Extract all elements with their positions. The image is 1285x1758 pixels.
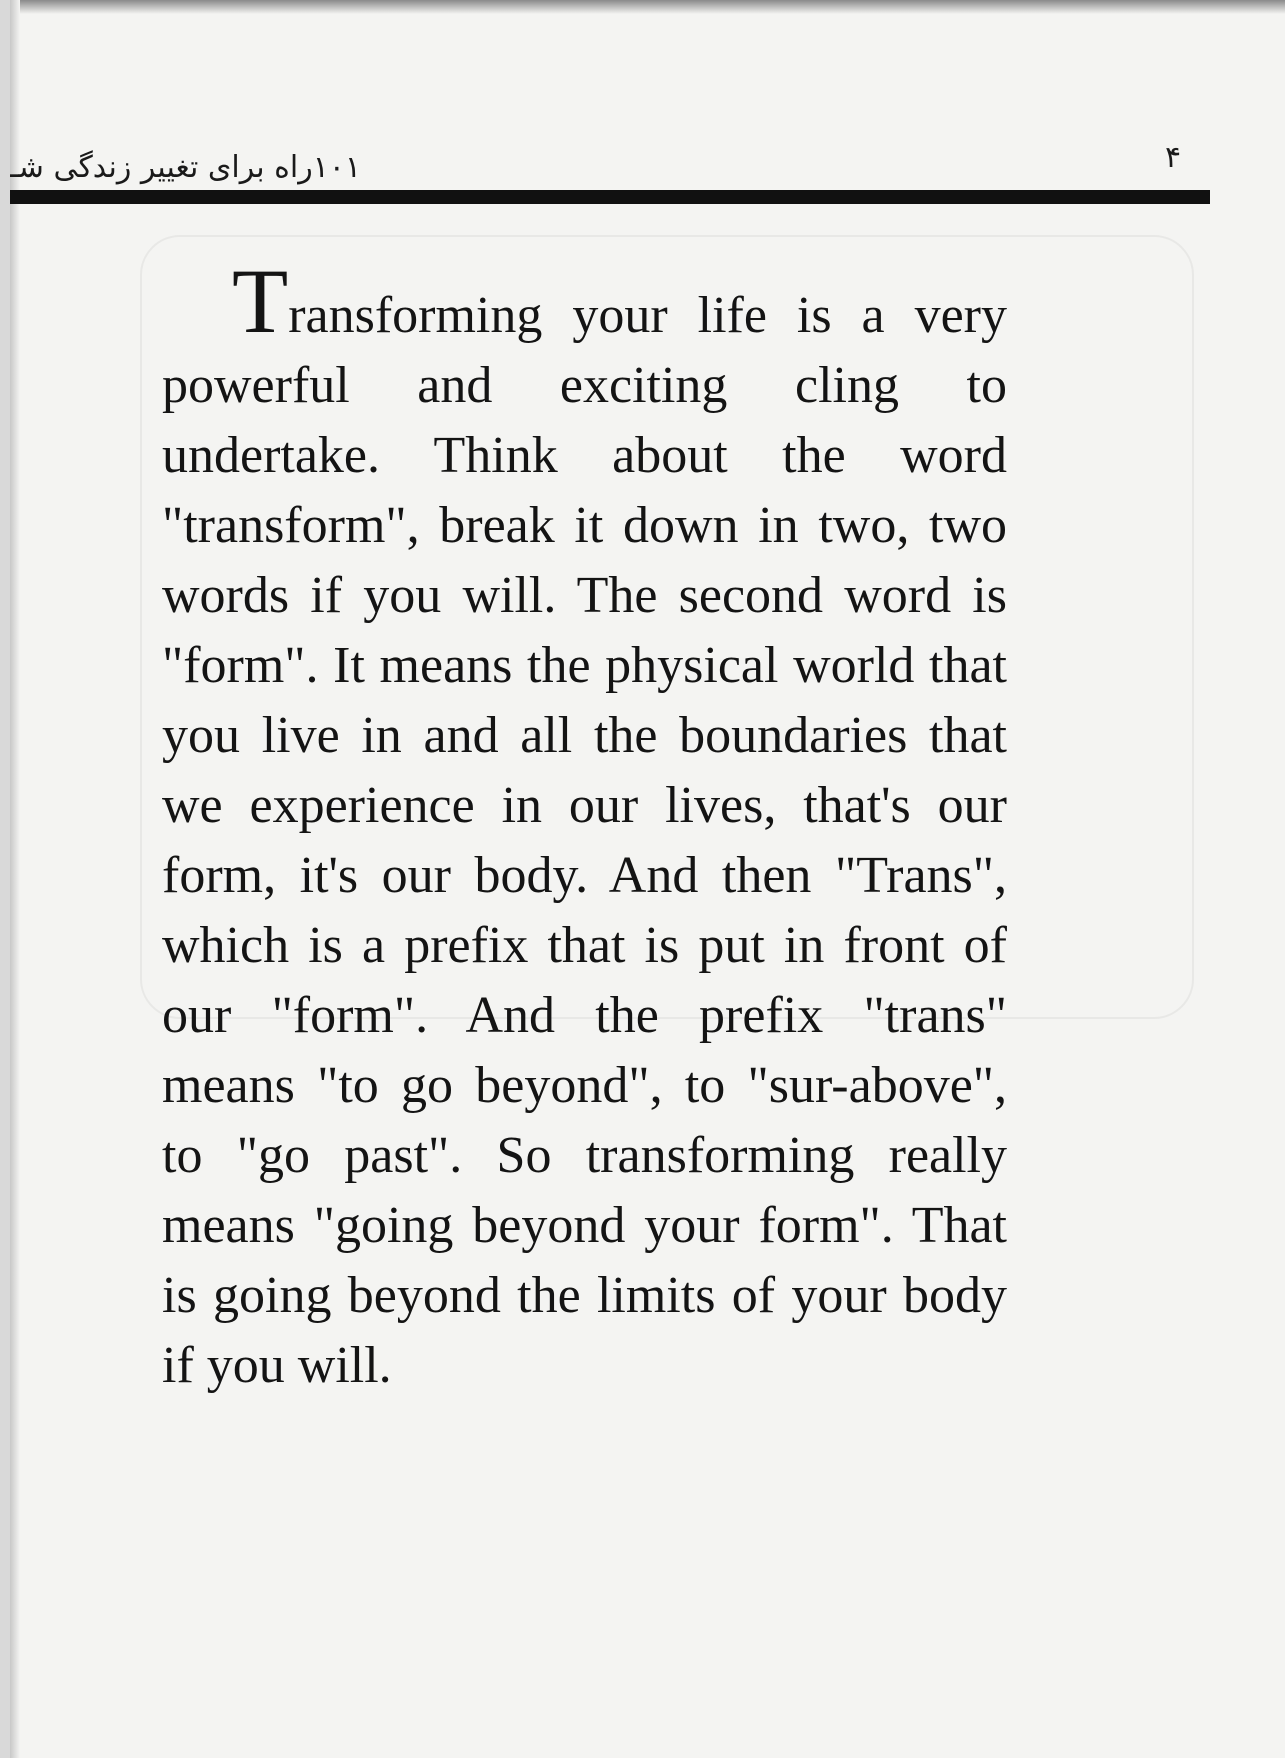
page-top-shadow — [10, 0, 1285, 14]
header-rule — [10, 190, 1210, 204]
body-paragraph — [162, 250, 1007, 1401]
drop-cap: T — [232, 250, 289, 352]
page-number: ۴ — [1165, 140, 1182, 175]
page-binding-shadow — [10, 0, 20, 1758]
running-title: ۱۰۱راه برای تغییر زندگی شـ — [10, 150, 362, 185]
book-page — [10, 0, 1285, 1758]
paragraph-text: ransforming your life is a very powerful and exciting cling to undertake. Think about the word "transform", break it down in two, two words if you will. The second word is "form". It means the physical world that you live in and all the boundaries that we experience in our lives, that's our form, it's our body. And then "Trans", which is a prefix that is put in front of our "form". And the prefix "trans" means "to go beyond", to "sur-above", to "go past". So transforming really means "going beyond your form". That is going beyond the limits of your body if you will. — [162, 287, 1007, 1394]
